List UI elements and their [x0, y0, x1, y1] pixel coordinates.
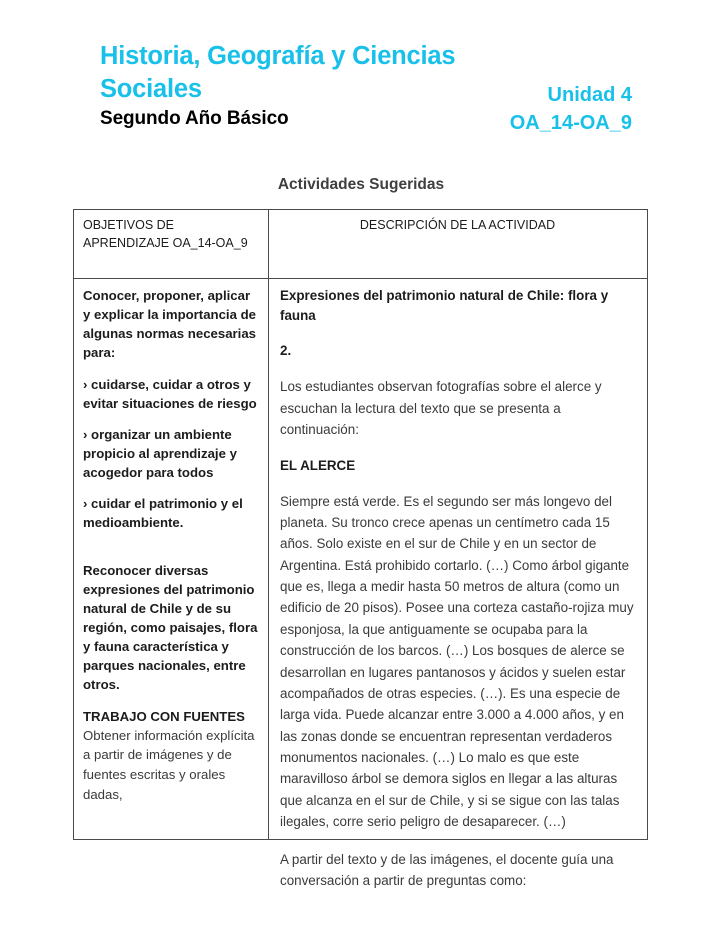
header-right-block: [510, 82, 632, 136]
activity-intro-text: Los estudiantes observan fotografías sobre el alerce y escuchan la lectura del texto que se presenta a continuación:: [280, 379, 602, 438]
activity-title: Expresiones del patrimonio natural de Chile: flora y fauna: [280, 288, 609, 324]
document-subtitle: Segundo Año Básico: [100, 108, 289, 130]
table-cell-description: [269, 279, 647, 888]
objective-bullet-1: › cuidarse, cuidar a otros y evitar situaciones de riesgo: [83, 376, 257, 411]
table-header-cell-objectives: [74, 210, 269, 278]
reading-body-text: Siempre está verde. Es el segundo ser más longevo del planeta. Su tronco crece apenas un centímetro cada 15 años. Solo existe en el sur de Chile y en un sector de Argentina. Está prohibido cortarlo. (…) Como árbol gigante que es, llega a medir hasta 50 metros de altura (como un edificio de 20 pisos). Posee una corteza castaño-rojiza muy esponjosa, la que antiguamente se ocupaba para la construcción de los barcos. (…) Los bosques de alerce se desarrollan en lugares pantanosos y ácidos y suelen estar acompañados de otras especies. (…). Es una especie de larga vida. Puede alcanzar entre 3.000 a 4.000 años, y en las zonas donde se encuentran representan verdaderos monumentos nacionales. (…) Lo malo es que este maravilloso árbol se demora siglos en llegar a las alturas que alcanza en el sur de Chile, y si se sigue con las talas ilegales, corre serio peligro de desaparecer. (…): [280, 493, 634, 830]
activity-closing-text: A partir del texto y de las imágenes, el docente guía una conversación a partir de preguntas como:: [280, 851, 614, 888]
objective-bullet-2: › organizar un ambiente propicio al aprendizaje y acogedor para todos: [83, 426, 237, 481]
unit-label: Unidad 4: [547, 84, 632, 106]
table-header-row: [74, 210, 647, 279]
table-header-cell-description: [269, 210, 647, 278]
document-title: Historia, Geografía y Ciencias Sociales: [100, 42, 456, 103]
document-header: [100, 40, 632, 150]
objectives-spacer: [83, 544, 259, 561]
objective-bullet-3: › cuidar el patrimonio y el medioambiente.: [83, 496, 243, 531]
oa-code-label: OA_14-OA_9: [509, 112, 632, 134]
header-left-block: [100, 40, 520, 130]
objective-intro-text: Conocer, proponer, aplicar y explicar la importancia de algunas normas necesarias para:: [83, 288, 256, 361]
activities-table: [73, 209, 648, 888]
reading-title: EL ALERCE: [280, 458, 356, 474]
table-body-row: [74, 279, 647, 888]
activity-number: 2.: [280, 343, 292, 359]
table-header-objectives-label: OBJETIVOS DE APRENDIZAJE OA_14-OA_9: [83, 218, 248, 250]
sources-heading: TRABAJO CON FUENTES: [83, 708, 245, 724]
objective-two-text: Reconocer diversas expresiones del patrimonio natural de Chile y de su región, como paisajes, flora y fauna característica y parques nacionales, entre otros.: [83, 562, 258, 693]
table-header-description-label: DESCRIPCIÓN DE LA ACTIVIDAD: [359, 218, 556, 232]
sources-body-text: Obtener información explícita a partir de imágenes y de fuentes escritas y orales dadas,: [83, 727, 255, 803]
section-title: Actividades Sugeridas: [277, 176, 445, 193]
table-cell-objectives: [74, 279, 269, 839]
